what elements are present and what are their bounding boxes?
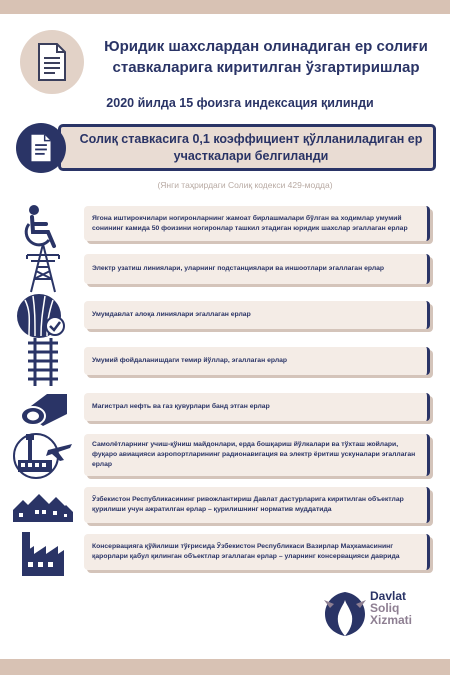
airport-icon [12,428,74,480]
document-badge [20,30,84,94]
law-reference-note: (Янги таҳрирдаги Солиқ кодекси 429-модда) [157,180,333,190]
power-tower-icon [12,244,74,292]
list-item [84,254,430,284]
list-item [84,301,430,329]
list-item-text: Консервацияга қўйилиши тўғрисида Ўзбекистон Республикаси Вазирлар Маҳкамасининг қарорлари қабул қилинган объектлар эгаллаган ерлар – уларнинг консервацияси даврида [92,543,400,560]
factory-icon [12,528,74,578]
logo-line-davlat: Davlat [370,589,407,603]
page-title: Юридик шахслардан олинадиган ер солиғи ставкаларига киритилган ўзгартиришлар [104,38,428,76]
pipeline-icon [12,384,74,432]
document-icon [37,43,67,81]
fiber-optic-icon [12,292,74,340]
document-icon [30,134,52,162]
page-subtitle: 2020 йилда 15 фоизга индексация қилинди [106,96,374,110]
davlat-soliq-xizmati-logo [322,584,442,654]
eagle-emblem-icon [322,588,368,638]
list-item-text: Умумдавлат алоқа линиялари эгаллаган ерлар [92,311,251,318]
list-item-text: Умумий фойдаланишдаги темир йўллар, эгаллаган ерлар [92,357,288,364]
railway-track-icon [12,338,74,386]
list-item-text: Ўзбекистон Республикасининг ривожлантириш Давлат дастурларига киритилган объектлар қурилиши учун ажратилган ерлар – қурилишнинг норматив муддатида [92,496,404,513]
list-item [84,347,430,375]
list-item-text: Магистрал нефть ва газ қувурлари банд этган ерлар [92,403,270,410]
list-item [84,534,430,570]
list-item [84,434,430,476]
logo-line-soliq: Soliq [370,601,400,615]
bottom-bar [0,659,450,675]
list-item-text: Электр узатиш линиялари, уларнинг подстанциялари ва иншоотлари эгаллаган ерлар [92,265,385,272]
list-item-text: Ягона иштирокчилари ногиронларнинг жамоат бирлашмалари бўлган ва ходимлар умумий сонининг камида 50 фоизини ногиронлар ташкил этадиган юридик шахслар эгаллаган ерлар [92,214,408,232]
list-item [84,393,430,421]
houses-icon [12,483,74,531]
highlight-badge [16,123,66,173]
list-item-text: Самолётларнинг учиш-қўниш майдонлари, ерда бошқариш йўлкалари ва тўхташ жойлари, фуқаро авиацияси аэропортларининг радионавигация ва электр ёритиш ускуналари эгаллаган ерлар [92,441,416,468]
list-item [84,206,430,241]
list-item [84,487,430,523]
highlight-box: Солиқ ставкасига 0,1 коэффициент қўлланиладиган ер участкалари белгиланди [58,124,436,171]
logo-text [370,590,412,626]
logo-line-xizmati: Xizmati [370,613,413,627]
top-bar [0,0,450,14]
